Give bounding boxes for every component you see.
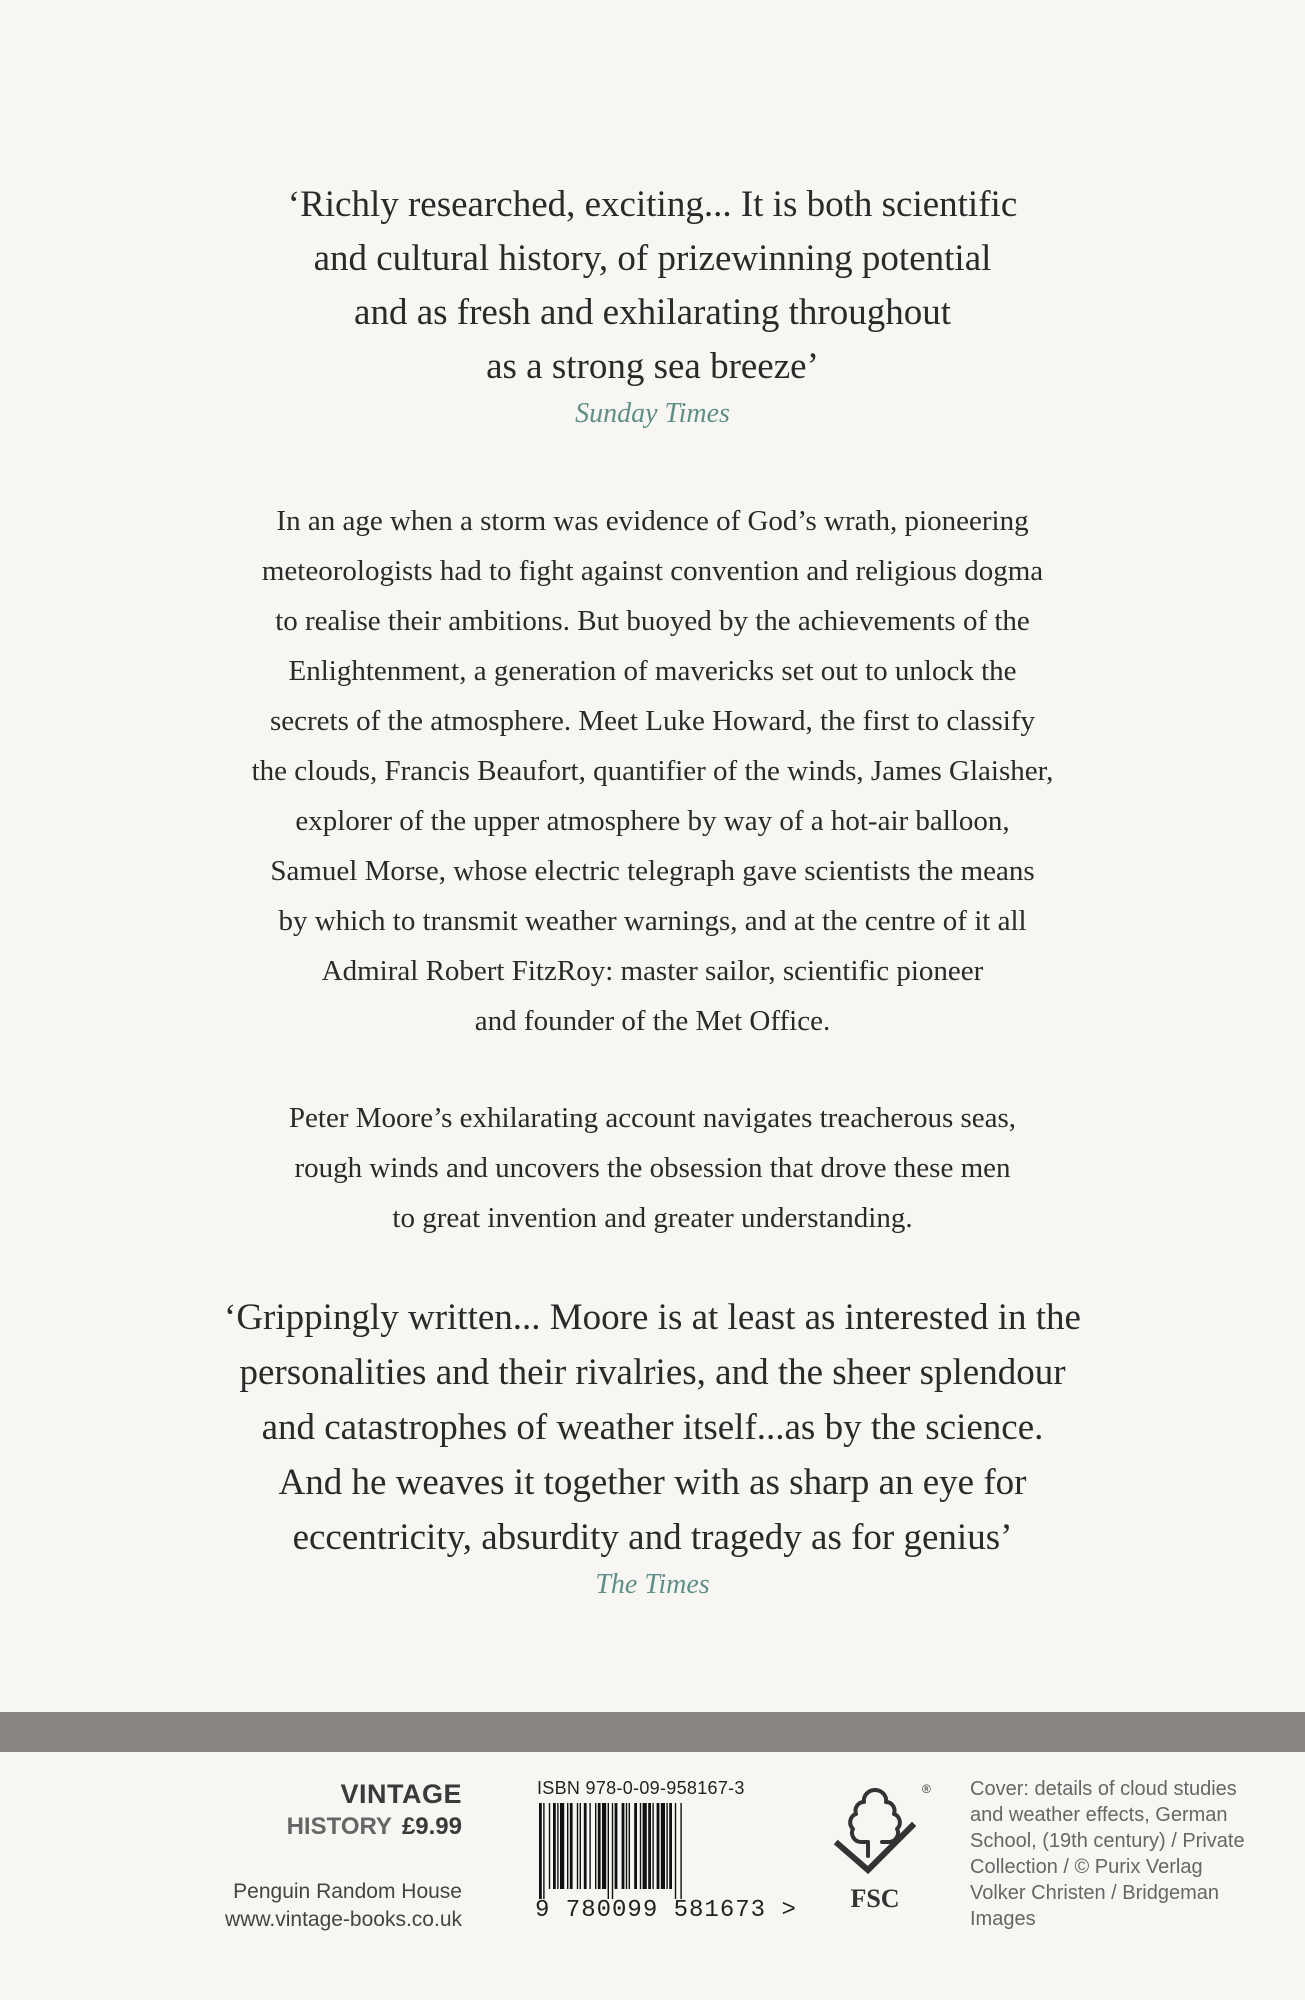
quote-source: Sunday Times bbox=[575, 398, 730, 429]
grey-divider-band bbox=[0, 1712, 1305, 1752]
cover-footer bbox=[0, 1752, 1305, 2000]
quote-line: And he weaves it together with as sharp an eye for bbox=[278, 1462, 1027, 1503]
ean-digits: 9 780099 581673 > bbox=[535, 1897, 797, 1924]
blurb-line: to great invention and greater understanding. bbox=[392, 1202, 913, 1234]
credit-line: Volker Christen / Bridgeman bbox=[970, 1882, 1220, 1904]
quote-line: as a strong sea breeze’ bbox=[486, 346, 819, 387]
blurb-line: the clouds, Francis Beaufort, quantifier of the winds, James Glaisher, bbox=[251, 755, 1054, 787]
credit-line: Cover: details of cloud studies bbox=[970, 1778, 1237, 1800]
price: £9.99 bbox=[401, 1813, 462, 1840]
credit-line: and weather effects, German bbox=[970, 1804, 1228, 1826]
quote-source: The Times bbox=[595, 1569, 710, 1600]
credit-line: School, (19th century) / Private bbox=[970, 1830, 1245, 1852]
barcode-icon bbox=[535, 1803, 775, 1899]
fsc-label: FSC bbox=[850, 1884, 900, 1913]
blurb-line: explorer of the upper atmosphere by way of a hot-air balloon, bbox=[295, 805, 1010, 837]
credit-line: Images bbox=[970, 1908, 1036, 1930]
fsc-tree-check-icon bbox=[830, 1782, 920, 1882]
blurb-line: In an age when a storm was evidence of God’s wrath, pioneering bbox=[276, 505, 1029, 537]
category-price bbox=[225, 1810, 462, 1844]
cover-credit bbox=[970, 1776, 1280, 1932]
fsc-logo bbox=[830, 1782, 930, 1932]
quote-line: ‘Grippingly written... Moore is at least as interested in the bbox=[224, 1297, 1081, 1338]
review-quote-sunday-times bbox=[0, 178, 1305, 434]
publisher: Penguin Random House bbox=[233, 1880, 462, 1903]
quote-line: personalities and their rivalries, and the sheer splendour bbox=[239, 1352, 1066, 1393]
imprint-block bbox=[225, 1778, 462, 1934]
quote-line: ‘Richly researched, exciting... It is both scientific bbox=[287, 184, 1018, 225]
book-blurb-closing bbox=[0, 1093, 1305, 1243]
blurb-line: Samuel Morse, whose electric telegraph gave scientists the means bbox=[270, 855, 1035, 887]
quote-line: and cultural history, of prizewinning potential bbox=[313, 238, 992, 279]
blurb-line: Peter Moore’s exhilarating account navigates treacherous seas, bbox=[288, 1102, 1017, 1134]
imprint-name: VINTAGE bbox=[340, 1779, 462, 1809]
registered-mark: ® bbox=[922, 1782, 931, 1796]
isbn-number: ISBN 978-0-09-958167-3 bbox=[537, 1778, 745, 1798]
review-quote-the-times bbox=[0, 1290, 1305, 1605]
blurb-line: rough winds and uncovers the obsession that drove these men bbox=[294, 1152, 1011, 1184]
blurb-line: Admiral Robert FitzRoy: master sailor, scientific pioneer bbox=[321, 955, 984, 987]
publisher-website: www.vintage-books.co.uk bbox=[225, 1908, 462, 1931]
blurb-line: Enlightenment, a generation of mavericks set out to unlock the bbox=[288, 655, 1017, 687]
blurb-line: meteorologists had to fight against convention and religious dogma bbox=[261, 555, 1044, 587]
blurb-line: to realise their ambitions. But buoyed by the achievements of the bbox=[275, 605, 1030, 637]
credit-line: Collection / © Purix Verlag bbox=[970, 1856, 1203, 1878]
quote-line: and as fresh and exhilarating throughout bbox=[354, 292, 951, 333]
quote-line: and catastrophes of weather itself...as by the science. bbox=[261, 1407, 1044, 1448]
isbn-barcode bbox=[535, 1778, 797, 1924]
blurb-line: secrets of the atmosphere. Meet Luke Howard, the first to classify bbox=[269, 705, 1036, 737]
quote-line: eccentricity, absurdity and tragedy as for genius’ bbox=[292, 1517, 1013, 1558]
blurb-line: and founder of the Met Office. bbox=[474, 1005, 831, 1037]
blurb-line: by which to transmit weather warnings, and at the centre of it all bbox=[278, 905, 1027, 937]
category: HISTORY bbox=[286, 1813, 392, 1840]
book-blurb bbox=[0, 496, 1305, 1046]
